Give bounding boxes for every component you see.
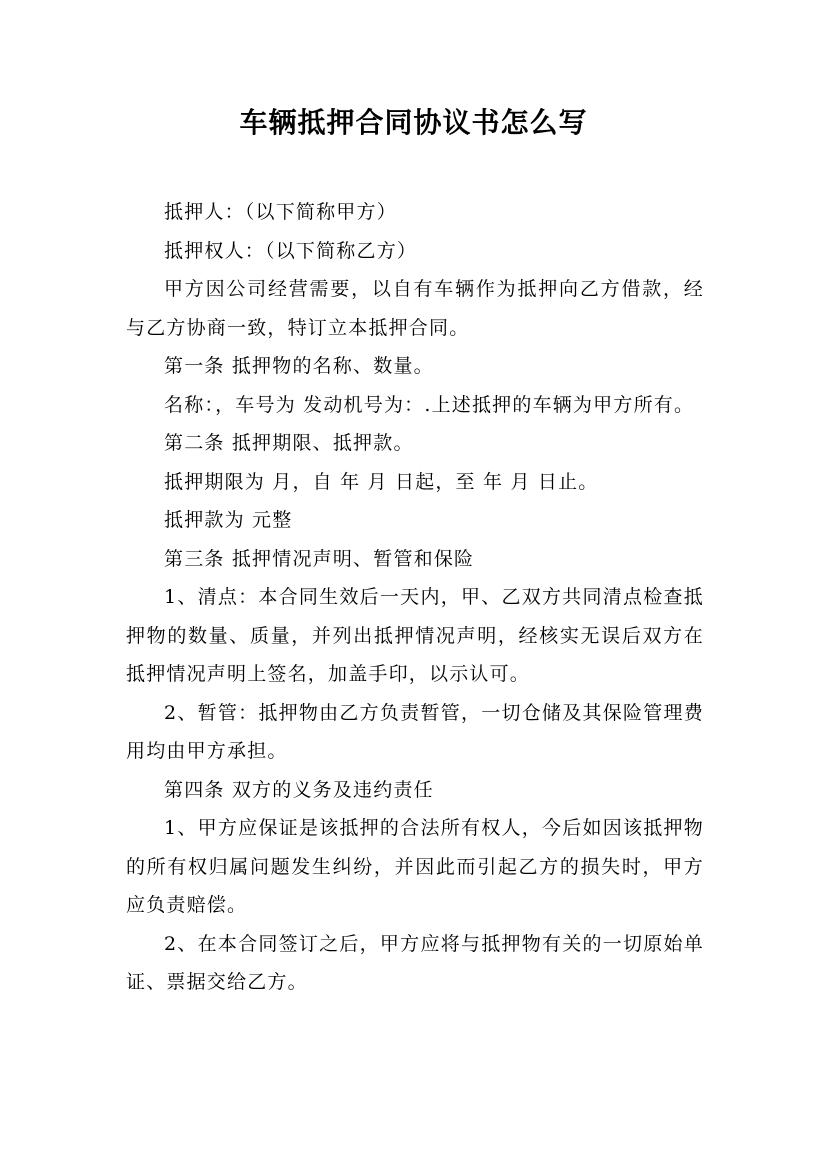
- paragraph-inventory: 1、清点：本合同生效后一天内，甲、乙双方共同清点检查抵押物的数量、质量，并列出抵押情况声明，经核实无误后双方在抵押情况声明上签名，加盖手印，以示认可。: [126, 586, 704, 685]
- paragraph-mortgagor: 抵押人：（以下简称甲方）: [164, 201, 397, 223]
- paragraph-amount: 抵押款为 元整: [164, 509, 293, 531]
- document-title: 车辆抵押合同协议书怎么写: [239, 106, 588, 139]
- paragraph-mortgagee: 抵押权人：（以下简称乙方）: [164, 239, 418, 262]
- article-1-heading: 第一条 抵押物的名称、数量。: [164, 355, 434, 377]
- paragraph-purpose: 甲方因公司经营需要，以自有车辆作为抵押向乙方借款，经与乙方协商一致，特订立本抵押合同。: [126, 278, 704, 339]
- article-2-heading: 第二条 抵押期限、抵押款。: [164, 432, 414, 454]
- paragraph-obligation-1: 1、甲方应保证是该抵押的合法所有权人，今后如因该抵押物的所有权归属问题发生纠纷，并因此而引起乙方的损失时，甲方应负责赔偿。: [126, 817, 704, 916]
- paragraph-term: 抵押期限为 月，自 年 月 日起，至 年 月 日止。: [164, 470, 599, 493]
- document-body: [126, 193, 704, 1002]
- paragraph-obligation-2: 2、在本合同签订之后，甲方应将与抵押物有关的一切原始单证、票据交给乙方。: [126, 932, 704, 993]
- article-4-heading: 第四条 双方的义务及违约责任: [164, 778, 434, 801]
- paragraph-custody: 2、暂管：抵押物由乙方负责暂管，一切仓储及其保险管理费用均由甲方承担。: [126, 701, 704, 762]
- article-3-heading: 第三条 抵押情况声明、暂管和保险: [164, 547, 475, 570]
- paragraph-item-name: 名称：，车号为 发动机号为：.上述抵押的车辆为甲方所有。: [164, 393, 695, 416]
